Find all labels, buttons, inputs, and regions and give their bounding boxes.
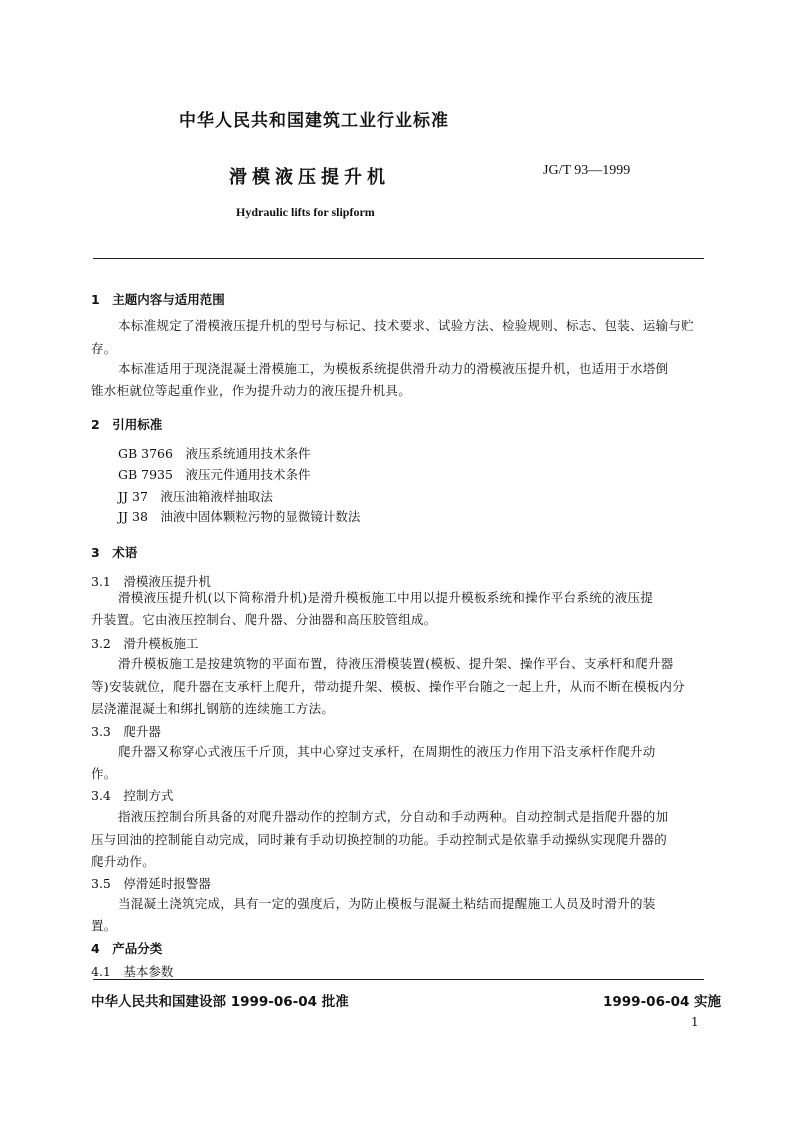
term-3-5-heading: 3.5 停滑延时报警器 [91, 876, 211, 891]
section-1-para-2-line-2: 锥水柜就位等起重作业，作为提升动力的液压提升机具。 [91, 383, 412, 398]
section-4-heading: 4 产品分类 [91, 941, 163, 956]
term-3-3-line: 作。 [91, 766, 117, 781]
effective-date: 1999-06-04 实施 [603, 994, 722, 1010]
term-3-4-line: 爬升动作。 [91, 854, 156, 869]
standard-number: JG/T 93—1999 [543, 163, 631, 178]
standard-title-cn: 滑模液压提升机 [229, 167, 390, 188]
page-number: 1 [691, 1015, 699, 1029]
subsection-4-1-heading: 4.1 基本参数 [91, 964, 174, 979]
term-3-5-line: 置。 [91, 918, 117, 933]
section-1-heading: 1 主题内容与适用范围 [91, 292, 225, 307]
term-3-2-heading: 3.2 滑升模板施工 [91, 636, 199, 651]
term-3-5-line: 当混凝土浇筑完成，具有一定的强度后，为防止模板与混凝土粘结而提醒施工人员及时滑升的装 [118, 896, 656, 911]
term-3-1-heading: 3.1 滑模液压提升机 [91, 574, 211, 589]
approval-statement: 中华人民共和国建设部 1999-06-04 批准 [91, 994, 349, 1010]
standard-title-en: Hydraulic lifts for slipform [236, 205, 375, 219]
term-3-4-heading: 3.4 控制方式 [91, 788, 174, 803]
term-3-4-line: 压与回油的控制能自动完成，同时兼有手动切换控制的功能。手动控制式是依靠手动操纵实现爬升器的 [91, 832, 668, 847]
section-1-para-1-line-1: 本标准规定了滑模液压提升机的型号与标记、技术要求、试验方法、检验规则、标志、包装、运输与贮 [118, 318, 695, 333]
term-3-1-line: 升装置。它由液压控制台、爬升器、分油器和高压胶管组成。 [91, 612, 437, 627]
section-3-heading: 3 术语 [91, 545, 138, 560]
term-3-2-line: 滑升模板施工是按建筑物的平面布置，待液压滑模装置(模板、提升架、操作平台、支承杆和爬升器 [118, 656, 674, 671]
reference-item: JJ 38 油液中固体颗粒污物的显微镜计数法 [118, 509, 361, 524]
term-3-3-line: 爬升器又称穿心式液压千斤顶，其中心穿过支承杆，在周期性的液压力作用下沿支承杆作爬升动 [118, 744, 656, 759]
footer-divider [93, 979, 704, 980]
reference-item: GB 7935 液压元件通用技术条件 [118, 467, 311, 482]
reference-item: GB 3766 液压系统通用技术条件 [118, 446, 311, 461]
reference-item: JJ 37 液压油箱液样抽取法 [118, 489, 273, 504]
section-2-heading: 2 引用标准 [91, 417, 163, 432]
term-3-3-heading: 3.3 爬升器 [91, 724, 161, 739]
section-1-para-1-line-2: 存。 [91, 341, 117, 356]
term-3-2-line: 层浇灌混凝土和绑扎钢筋的连续施工方法。 [91, 701, 335, 716]
header-divider [93, 258, 704, 259]
issuing-organization: 中华人民共和国建筑工业行业标准 [179, 111, 449, 131]
term-3-1-line: 滑模液压提升机(以下简称滑升机)是滑升模板施工中用以提升模板系统和操作平台系统的液压提 [118, 590, 654, 605]
term-3-2-line: 等)安装就位，爬升器在支承杆上爬升，带动提升架、模板、操作平台随之一起上升，从而不断在模板内分 [91, 679, 685, 694]
term-3-4-line: 指液压控制台所具备的对爬升器动作的控制方式，分自动和手动两种。自动控制式是指爬升器的加 [118, 809, 669, 824]
section-1-para-2-line-1: 本标准适用于现浇混凝土滑模施工，为模板系统提供滑升动力的滑模液压提升机，也适用于水塔倒 [118, 361, 669, 376]
